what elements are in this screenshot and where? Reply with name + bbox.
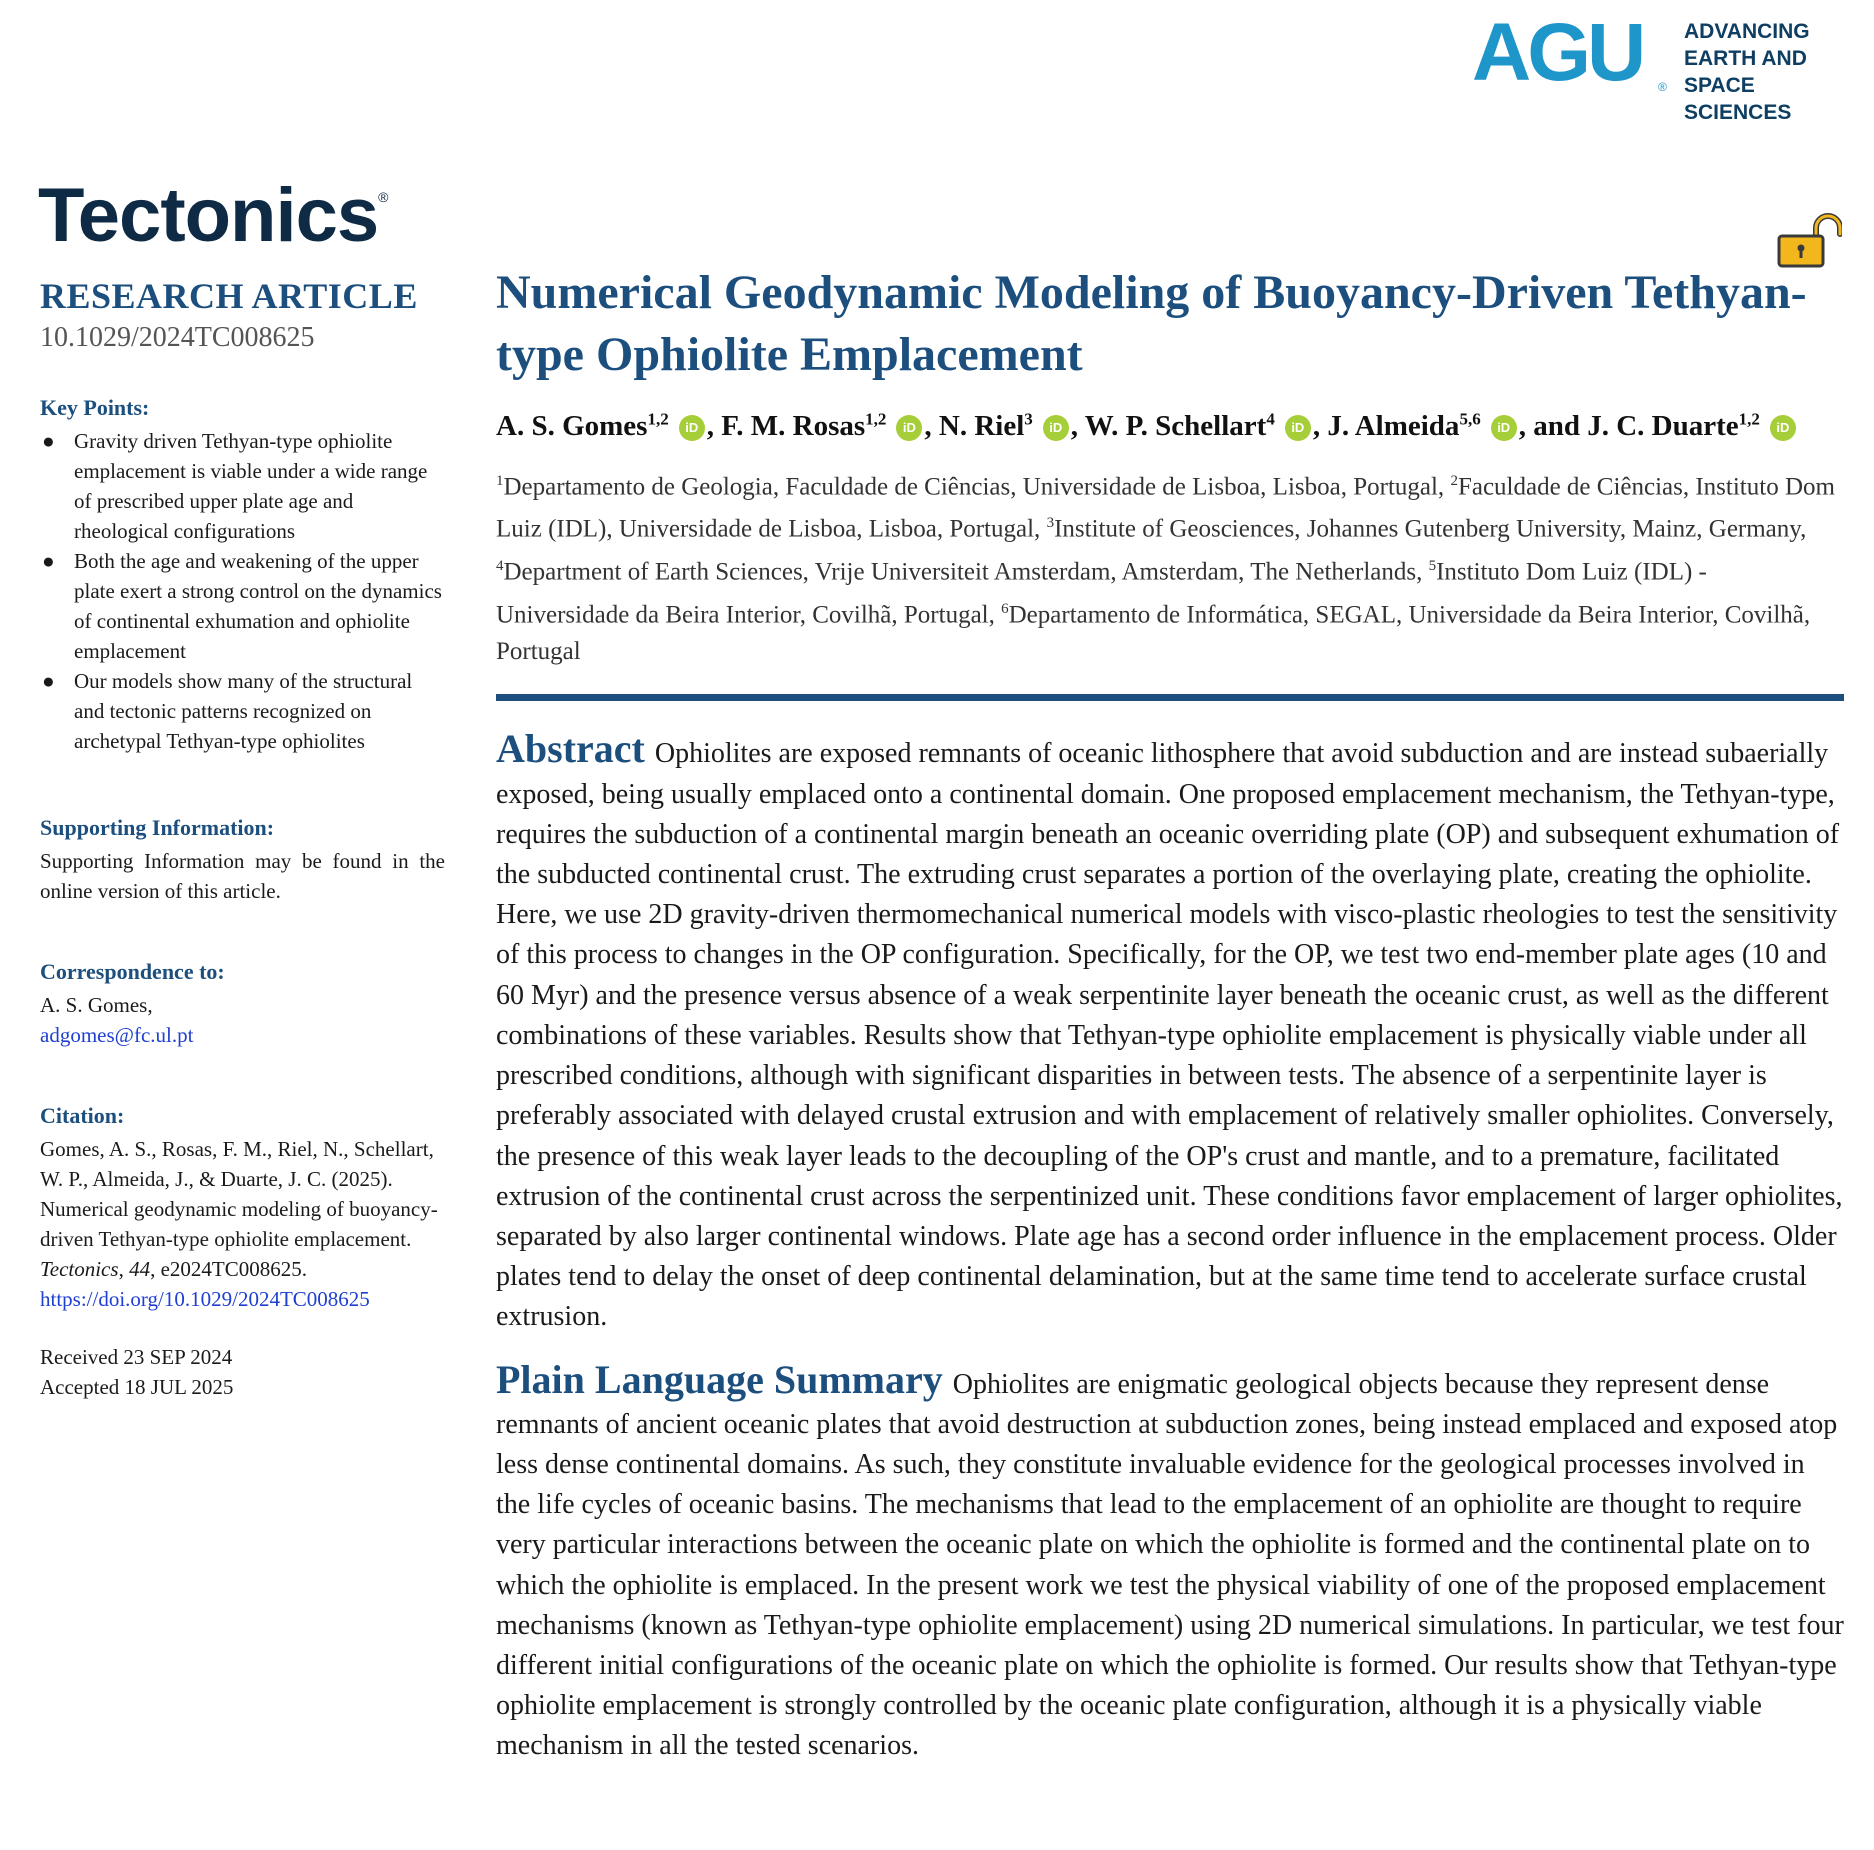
unlocked-padlock-icon [1776, 212, 1842, 268]
author-name: W. P. Schellart [1084, 409, 1267, 442]
correspondence-name: A. S. Gomes, [40, 993, 153, 1017]
journal-name [38, 173, 388, 258]
author-separator: , and [1518, 409, 1588, 442]
key-points-heading: Key Points: [40, 395, 150, 420]
author-name: F. M. Rosas [721, 409, 866, 442]
agu-tagline [1684, 18, 1844, 126]
author-affil: 4 [1266, 409, 1275, 428]
author-separator: , [1070, 409, 1085, 442]
affil-number: 4 [496, 558, 504, 575]
author-separator: , [1312, 409, 1328, 442]
author [1327, 410, 1587, 442]
orcid-icon[interactable]: iD [679, 415, 705, 441]
author [496, 410, 721, 442]
affil-text: Institute of Geosciences, Johannes Gutenberg University, Mainz, Germany, [1054, 515, 1807, 543]
article-type: RESEARCH ARTICLE [40, 276, 418, 316]
accepted-date: Accepted 18 JUL 2025 [40, 1375, 234, 1399]
author-separator: , [924, 409, 939, 442]
author-name: J. Almeida [1327, 409, 1460, 442]
orcid-icon[interactable]: iD [1770, 415, 1796, 441]
affil-number: 6 [1001, 601, 1009, 618]
author [1587, 410, 1798, 442]
supporting-info-heading: Supporting Information: [40, 815, 275, 840]
correspondence-email-link[interactable]: adgomes@fc.ul.pt [40, 1023, 194, 1047]
author-affil: 3 [1024, 409, 1033, 428]
citation-text: Gomes, A. S., Rosas, F. M., Riel, N., Schellart, W. P., Almeida, J., & Duarte, J. C. (2025). Numerical geodynamic modeling of buoyancy-driven Tethyan-type ophiolite emplacement. Tectonics, 44, e2024TC008625. https://doi.org/10.1029/2024TC008625 [40, 1137, 438, 1311]
doi: 10.1029/2024TC008625 [40, 322, 315, 353]
affiliations [496, 463, 1844, 671]
key-point-text: Both the age and weakening of the upper plate exert a strong control on the dynamics of continental exhumation and ophiolite emplacement [74, 549, 442, 663]
orcid-icon[interactable]: iD [1285, 415, 1311, 441]
agu-tagline-line: ADVANCING [1684, 20, 1810, 43]
affil-text: Instituto Dom Luiz (IDL) - Universidade da Beira Interior, Covilhã, Portugal, [496, 558, 1707, 629]
key-point [40, 546, 445, 666]
key-point-text: Our models show many of the structural and tectonic patterns recognized on archetypal Tethyan-type ophiolites [74, 669, 413, 753]
author-affil: 1,2 [865, 409, 887, 428]
supporting-info-text: Supporting Information may be found in the online version of this article. [40, 849, 445, 903]
affil-text: Faculdade de Ciências, Instituto Dom Luiz (IDL), Universidade de Lisboa, Lisboa, Portugal, [496, 472, 1835, 543]
affil-text: Departamento de Geologia, Faculdade de Ciências, Universidade de Lisboa, Lisboa, Portugal, [503, 472, 1451, 500]
citation-journal: Tectonics [40, 1257, 119, 1281]
abstract-text: Ophiolites are exposed remnants of oceanic lithosphere that avoid subduction and are instead subaerially exposed, being usually emplaced onto a continental domain. One proposed emplacement mechanism, the Tethyan-type, requires the subduction of a continental margin beneath an oceanic overriding plate (OP) and subsequent exhumation of the subducted continental crust. The extruding crust separates a portion of the overlaying plate, creating the ophiolite. Here, we use 2D gravity-driven thermomechanical numerical models with visco-plastic rheologies to test the sensitivity of this process to changes in the OP configuration. Specifically, for the OP, we test two end-member plate ages (10 and 60 Myr) and the presence versus absence of a weak serpentinite layer beneath the oceanic crust, as well as the different combinations of these variables. Results show that Tethyan-type ophiolite emplacement is physically viable under all prescribed conditions, although with significant disparities in between tests. The absence of a serpentinite layer is preferably associated with delayed crustal extrusion and with emplacement of relatively smaller ophiolites. Conversely, the presence of this weak layer leads to the decoupling of the OP's crust and mantle, and to a premature, facilitated extrusion of the continental crust across the serpentinized unit. These conditions favor emplacement of larger ophiolites, separated by also larger continental windows. Plate age has a second order influence in the emplacement process. Older plates tend to delay the onset of deep continental delamination, but at the same time tend to accelerate surface crustal extrusion. [496, 738, 1843, 1333]
citation-heading: Citation: [40, 1103, 125, 1128]
citation-volume: 44 [129, 1257, 151, 1281]
key-point [40, 426, 445, 546]
citation-article: , e2024TC008625. [150, 1257, 307, 1281]
pls-text: Ophiolites are enigmatic geological objects because they represent dense remnants of ancient oceanic plates that avoid destruction at subduction zones, being instead emplaced and exposed atop less dense continental domains. As such, they constitute invaluable evidence for the geological processes involved in the life cycles of oceanic basins. The mechanisms that lead to the emplacement of an ophiolite are thought to require very particular interactions between the oceanic plate on which the ophiolite is formed and the continental plate on to which the ophiolite is emplaced. In the present work we test the physical viability of one of the proposed emplacement mechanisms (known as Tethyan-type ophiolite emplacement) using 2D numerical simulations. In particular, we test four different initial configurations of the oceanic plate on which the ophiolite is formed. Our results show that Tethyan-type ophiolite emplacement is strongly controlled by the oceanic plate configuration, although it is a physically viable mechanism in all the tested scenarios. [496, 1368, 1844, 1762]
orcid-icon[interactable]: iD [1491, 415, 1517, 441]
agu-tagline-line: EARTH AND [1684, 47, 1807, 70]
sidebar [40, 276, 445, 1402]
affil-text: Departamento de Informática, SEGAL, Universidade da Beira Interior, Covilhã, Portugal [496, 601, 1811, 665]
author-name: A. S. Gomes [496, 409, 648, 442]
bullet-icon: ● [42, 549, 55, 573]
author-separator: , [706, 409, 722, 442]
main-content [496, 262, 1844, 1767]
orcid-icon[interactable]: iD [1043, 415, 1069, 441]
citation-body: Gomes, A. S., Rosas, F. M., Riel, N., Schellart, W. P., Almeida, J., & Duarte, J. C. (2025). Numerical geodynamic modeling of buoyancy-driven Tethyan-type ophiolite emplacement. [40, 1137, 438, 1251]
author-name: J. C. Duarte [1587, 409, 1739, 442]
abstract-heading: Abstract [496, 726, 645, 772]
author-list [496, 400, 1844, 445]
bullet-icon: ● [42, 669, 55, 693]
correspondence-heading: Correspondence to: [40, 959, 225, 984]
author-affil: 1,2 [1738, 409, 1760, 428]
author [939, 410, 1085, 442]
author [1085, 410, 1328, 442]
orcid-icon[interactable]: iD [896, 415, 922, 441]
affil-number: 5 [1428, 558, 1437, 575]
agu-logo-letters: AGU [1472, 7, 1643, 98]
author-name: N. Riel [938, 409, 1025, 442]
pls-heading: Plain Language Summary [496, 1356, 943, 1402]
affil-text: Department of Earth Sciences, Vrije Universiteit Amsterdam, Amsterdam, The Netherlands, [503, 558, 1429, 586]
agu-logo [1472, 7, 1844, 124]
bullet-icon: ● [42, 429, 55, 453]
section-divider [496, 694, 1844, 701]
agu-tagline-line: SPACE SCIENCES [1684, 74, 1792, 124]
key-point [40, 666, 445, 756]
received-date: Received 23 SEP 2024 [40, 1345, 233, 1369]
affil-number: 2 [1450, 472, 1458, 489]
author [721, 410, 939, 442]
citation-doi-link[interactable]: https://doi.org/10.1029/2024TC008625 [40, 1287, 370, 1311]
affil-number: 1 [496, 472, 504, 489]
key-point-text: Gravity driven Tethyan-type ophiolite emplacement is viable under a wide range of prescribed upper plate age and rheological configurations [74, 429, 428, 543]
affil-number: 3 [1046, 515, 1055, 532]
plain-language-summary [496, 1356, 1844, 1767]
abstract [496, 726, 1844, 1337]
key-points-list [40, 426, 445, 756]
agu-registered-mark: ® [1658, 80, 1667, 94]
author-affil: 1,2 [647, 409, 669, 428]
article-title: Numerical Geodynamic Modeling of Buoyancy-Driven Tethyan-type Ophiolite Emplacement [496, 266, 1807, 381]
author-affil: 5,6 [1459, 409, 1481, 428]
journal-name-text: Tectonics [38, 173, 379, 258]
journal-registered-mark: ® [378, 189, 388, 205]
